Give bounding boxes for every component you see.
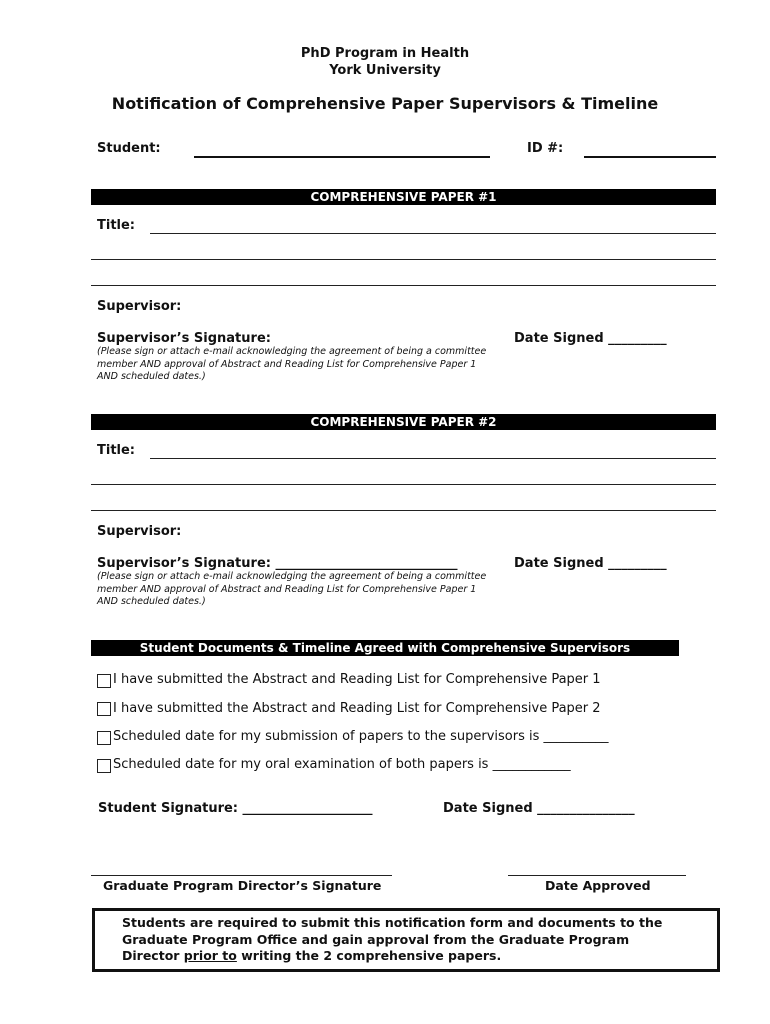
checkbox-label-abstract-paper2: I have submitted the Abstract and Reading List for Comprehensive Paper 2	[113, 701, 601, 716]
paper2-signature-label: Supervisor’s Signature: ____________________________	[97, 556, 458, 571]
checkbox-abstract-paper1[interactable]	[97, 674, 111, 688]
page-title: Notification of Comprehensive Paper Supervisors & Timeline	[111, 94, 659, 113]
checkbox-submission-date[interactable]	[97, 731, 111, 745]
paper1-title-field[interactable]	[150, 233, 716, 234]
paper1-title-line2[interactable]	[91, 259, 716, 260]
notice-line3-end: writing the 2 comprehensive papers.	[236, 948, 502, 963]
paper2-title-line3[interactable]	[91, 510, 716, 511]
student-name-field[interactable]	[194, 156, 490, 158]
date-approved-label: Date Approved	[545, 878, 651, 893]
checkbox-oral-exam-date[interactable]	[97, 759, 111, 773]
checkbox-abstract-paper2[interactable]	[97, 702, 111, 716]
paper2-title-label: Title:	[97, 443, 136, 458]
paper2-title-line2[interactable]	[91, 484, 716, 485]
notice-line2: Graduate Program Office and gain approval from the Graduate Program	[122, 931, 630, 947]
student-label: Student:	[97, 141, 161, 156]
notice-box	[92, 908, 720, 972]
paper1-heading: COMPREHENSIVE PAPER #1	[91, 189, 716, 205]
student-id-field[interactable]	[584, 156, 716, 158]
paper2-supervisor-label: Supervisor:	[97, 524, 182, 539]
paper2-heading: COMPREHENSIVE PAPER #2	[91, 414, 716, 430]
notice-line3-start: Director	[122, 948, 184, 963]
paper2-note-line1: (Please sign or attach e-mail acknowledging the agreement of being a committee	[97, 571, 487, 582]
paper2-note-line2: member AND approval of Abstract and Reading List for Comprehensive Paper 1	[97, 583, 477, 595]
checkbox-label-abstract-paper1: I have submitted the Abstract and Reading List for Comprehensive Paper 1	[113, 672, 601, 687]
paper1-note-line3: AND scheduled dates.)	[97, 371, 206, 382]
id-label: ID #:	[527, 141, 564, 156]
program-name: PhD Program in Health	[300, 46, 470, 61]
paper1-note	[97, 346, 486, 384]
timeline-heading: Student Documents & Timeline Agreed with Comprehensive Supervisors	[91, 640, 679, 656]
checkbox-label-oral-exam-date: Scheduled date for my oral examination of both papers is ____________	[113, 757, 571, 772]
paper1-note-line1: (Please sign or attach e-mail acknowledging the agreement of being a committee	[97, 346, 487, 357]
paper1-title-line3[interactable]	[91, 285, 716, 286]
notice-line1: Students are required to submit this notification form and documents to the	[122, 915, 663, 930]
paper2-title-field[interactable]	[150, 458, 716, 459]
student-date-signed-field[interactable]: Date Signed _______________	[443, 801, 635, 816]
university-name: York University	[329, 63, 441, 78]
paper1-supervisor-label: Supervisor:	[97, 299, 182, 314]
checkbox-label-submission-date: Scheduled date for my submission of papers to the supervisors is __________	[113, 729, 609, 744]
paper1-note-line2: member AND approval of Abstract and Reading List for Comprehensive Paper 1	[97, 358, 477, 370]
notice-text	[122, 915, 662, 965]
paper1-title-label: Title:	[97, 218, 136, 233]
director-signature-label: Graduate Program Director’s Signature	[103, 878, 382, 893]
paper2-note	[97, 571, 486, 609]
date-approved-line[interactable]	[508, 875, 686, 876]
director-signature-line[interactable]	[91, 875, 392, 876]
notice-line3	[122, 948, 662, 965]
paper1-signature-label: Supervisor’s Signature:	[97, 331, 271, 346]
paper2-date-signed: Date Signed _________	[514, 556, 667, 571]
paper1-date-signed: Date Signed _________	[514, 331, 667, 346]
student-signature-field[interactable]: Student Signature: ____________________	[98, 801, 373, 816]
paper2-note-line3: AND scheduled dates.)	[97, 596, 206, 607]
notice-prior-to: prior to	[183, 948, 237, 963]
